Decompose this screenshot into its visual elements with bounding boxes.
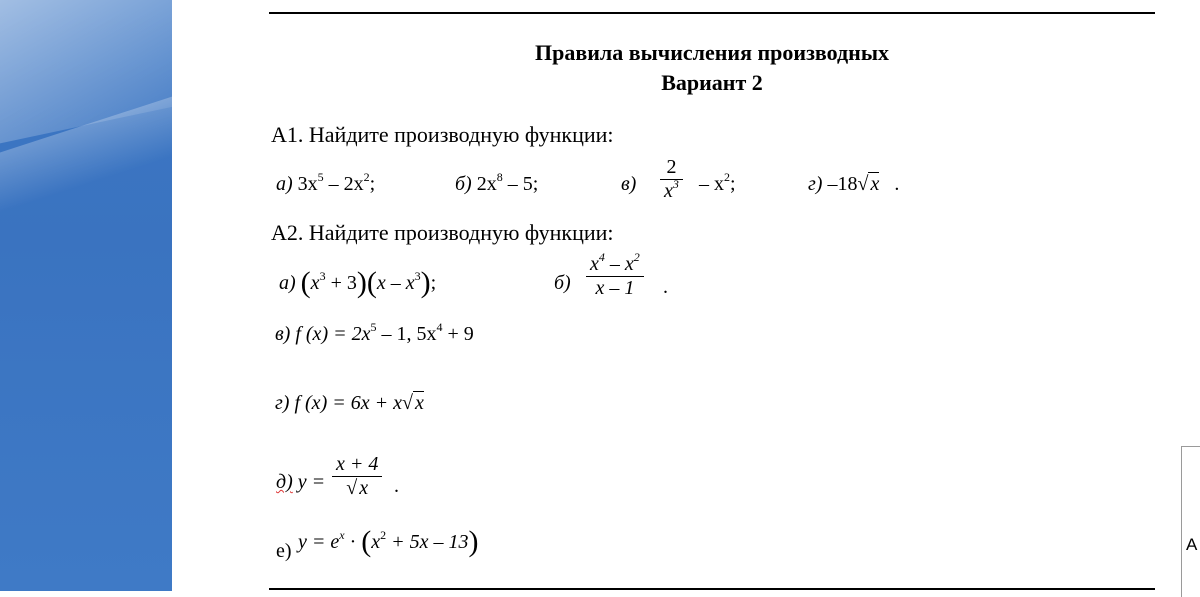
adjacent-page-letter: А [1186,535,1198,554]
task-a1-v-rest: – $x^2$; [699,170,736,195]
task-a2-a: а) $(x^3 + 3)(x - x^3)$; [279,266,437,299]
document-page [172,0,1200,591]
task-a1-v-letter: в) [621,173,637,195]
task-a2-label: А2. Найдите производную функции: [271,220,614,245]
task-a2-b-end: . [663,276,668,298]
top-rule [269,12,1155,14]
task-a2-b-letter: б) [554,272,571,294]
task-a1-g: г) –18√ x . [808,173,900,195]
variant-title: Вариант 2 [661,70,763,95]
task-a2-v: в) f $(x) = 2x^5 - 1$, $5x^4 + 9$ [275,320,474,345]
adjacent-page-edge [1181,446,1200,597]
task-a1-a: а) $3x^5 - 2x^2$; [276,170,376,195]
task-a1-v-fraction: $\frac{2}{x^3}$ [660,156,683,203]
bottom-rule [269,588,1155,590]
task-a2-e: $y = e^x \cdot (x^2 + 5x - 13)$ [298,525,479,558]
task-a1-label: А1. Найдите производную функции: [271,122,614,147]
task-a2-g: г) f (x) = 6x + x√ x [275,392,424,414]
task-a2-d-fraction: $\frac{x + 4}{√ x}$ [332,453,382,500]
sidebar-panel [0,0,173,591]
document-title: Правила вычисления производных [534,40,890,65]
task-a2-d-letter: д) y = [276,471,326,493]
task-a1-b: б) $2x^8 - 5$; [455,170,539,195]
task-a2-b-fraction: $\frac{x^4 - x^2}{x - 1}$ [586,253,644,300]
task-a2-e-letter: е) [276,540,292,562]
task-a2-d-end: . [394,475,399,497]
